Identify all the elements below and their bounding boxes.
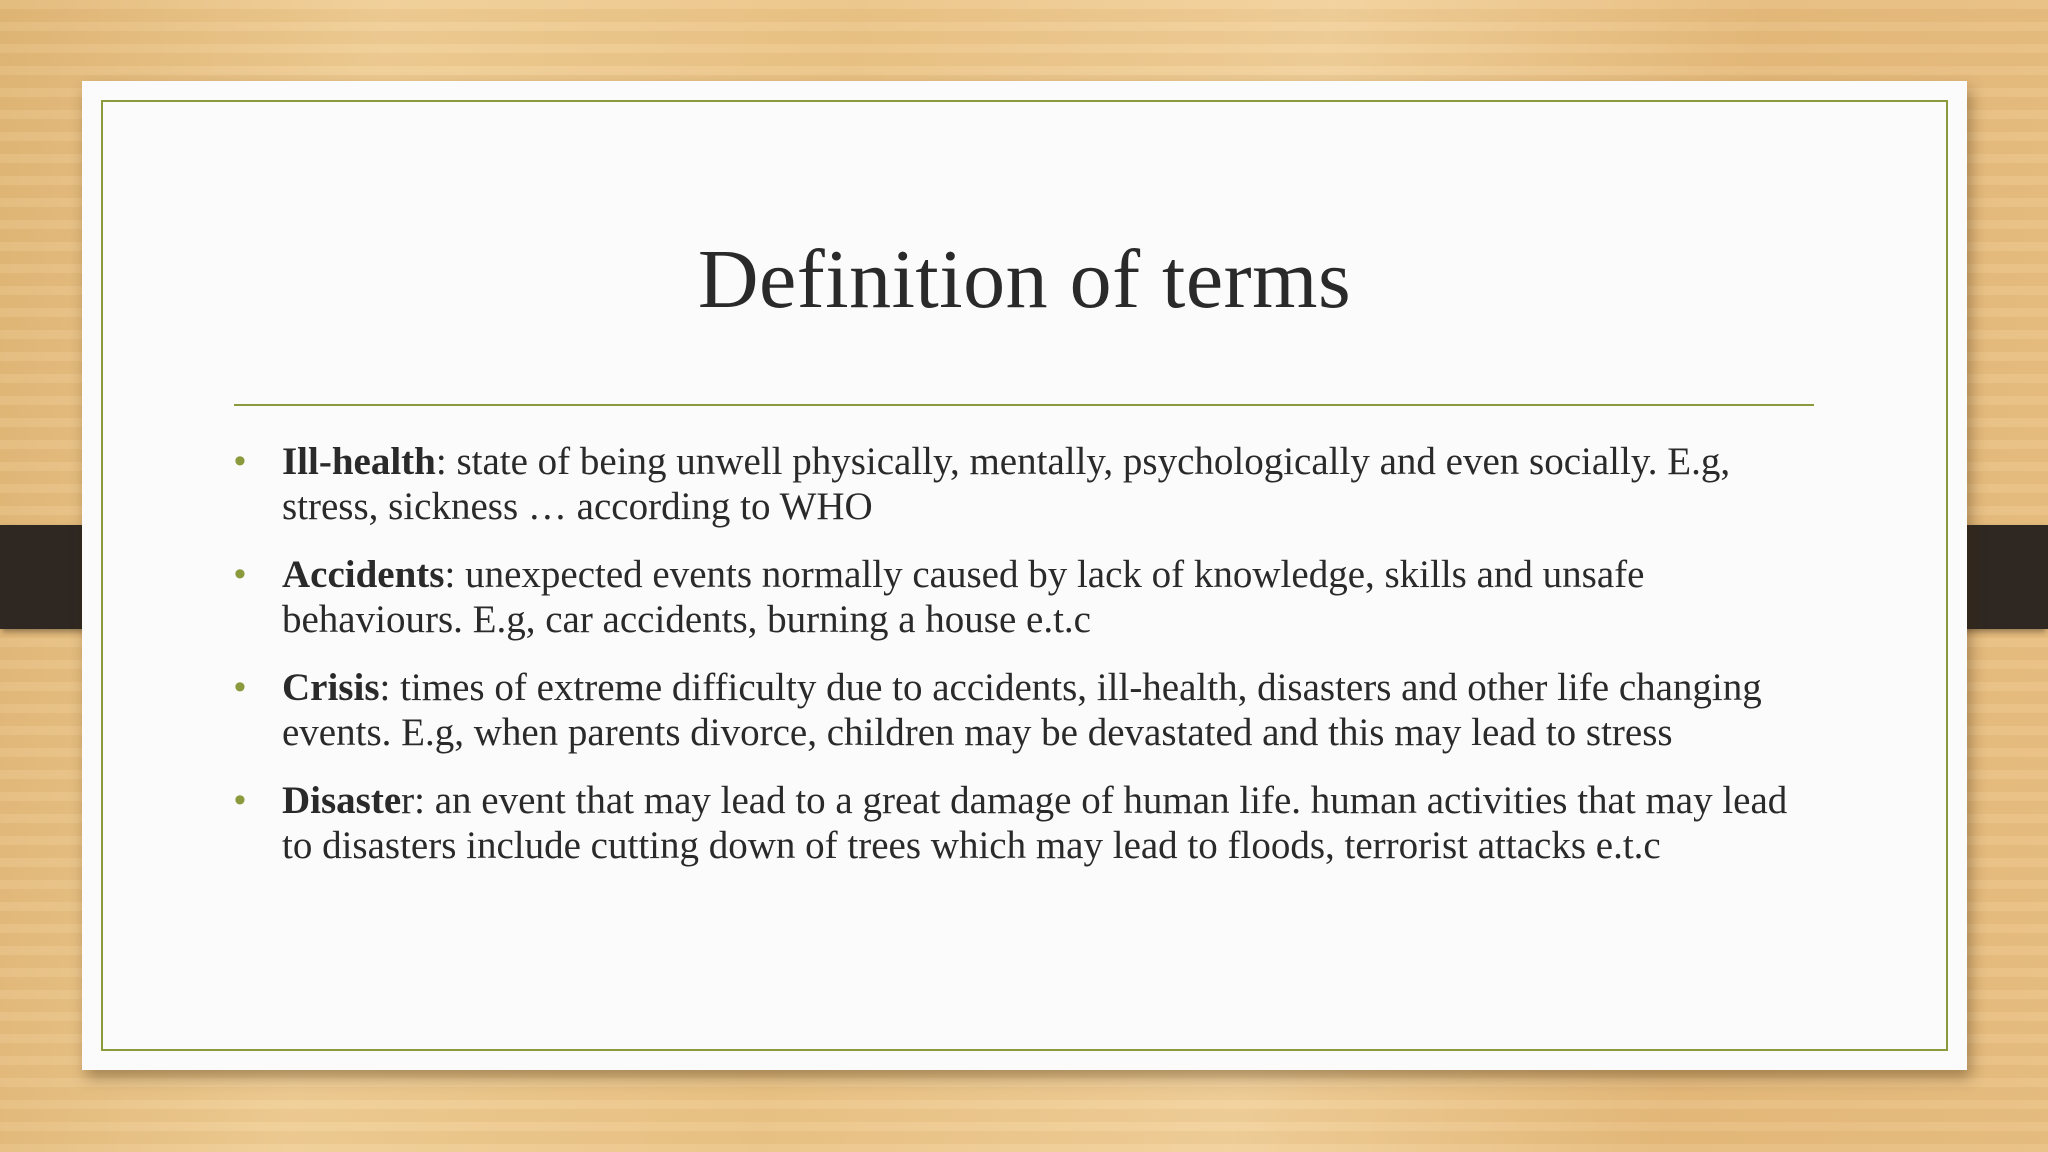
term-label: Crisis: [282, 666, 380, 709]
definition-text: : unexpected events normally caused by lack of knowledge, skills and unsafe behaviours. E.g, car accidents, burning a house e.t.c: [282, 553, 1645, 641]
bullet-dot-icon: •: [234, 555, 246, 593]
term-label: Accidents: [282, 553, 445, 596]
bullet-list: [234, 439, 1814, 891]
term-label: Ill-health: [282, 440, 436, 483]
title-divider: [234, 404, 1814, 406]
definition-text: : times of extreme difficulty due to accidents, ill-health, disasters and other life changing events. E.g, when parents divorce, children may be devastated and this may lead to stress: [282, 666, 1762, 754]
bullet-item-accidents: [234, 552, 1814, 642]
bullet-dot-icon: •: [234, 442, 246, 480]
definition-text: : state of being unwell physically, mentally, psychologically and even socially. E.g, stress, sickness … according to WHO: [282, 440, 1731, 528]
bullet-item-disaster: [234, 778, 1814, 868]
bullet-item-ill-health: [234, 439, 1814, 529]
term-label: Disaste: [282, 779, 402, 822]
term-suffix: r: [401, 779, 415, 822]
bullet-dot-icon: •: [234, 668, 246, 706]
bullet-item-crisis: [234, 665, 1814, 755]
bullet-dot-icon: •: [234, 781, 246, 819]
slide: [82, 81, 1967, 1070]
definition-text: : an event that may lead to a great damage of human life. human activities that may lead to disasters include cutting down of trees which may lead to floods, terrorist attacks e.t.c: [282, 779, 1788, 867]
slide-title: Definition of terms: [697, 233, 1352, 326]
